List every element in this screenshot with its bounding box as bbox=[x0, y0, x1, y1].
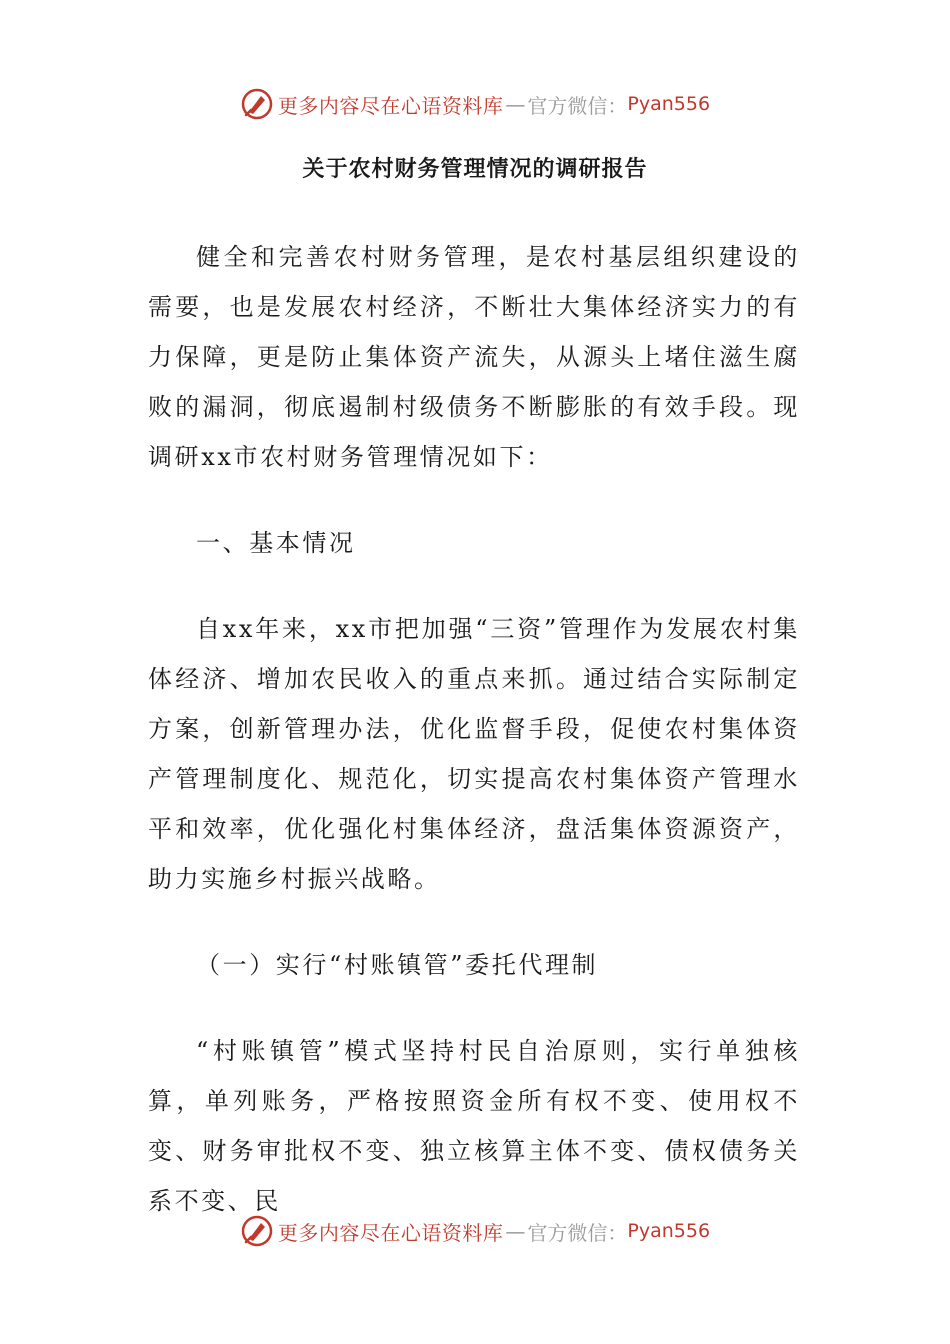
banner-wechat-label: 官方微信： bbox=[527, 1220, 628, 1245]
document-body bbox=[148, 232, 800, 1226]
banner-separator: — bbox=[505, 92, 526, 116]
section-heading-basic: 一、基本情况 bbox=[196, 529, 356, 557]
banner-separator: — bbox=[505, 1219, 526, 1243]
banner-site-text: 更多内容尽在心语资料库 bbox=[277, 93, 504, 118]
pen-nib-logo-icon bbox=[240, 87, 274, 121]
pen-nib-logo-icon bbox=[240, 1214, 274, 1248]
section-paragraph-basic: 自xx年来，xx市把加强“三资”管理作为发展农村集体经济、增加农民收入的重点来抓。通过结合实际制定方案，创新管理办法，优化监督手段，促使农村集体资产管理制度化、规范化，切实提高农村集体资产管理水平和效率，优化强化村集体经济，盘活集体资源资产，助力实施乡村振兴战略。 bbox=[148, 615, 800, 893]
banner-wechat-id: Pyan556 bbox=[627, 1220, 711, 1242]
subsection-heading-village-accounts: （一）实行“村账镇管”委托代理制 bbox=[196, 951, 599, 979]
banner-wechat-label: 官方微信： bbox=[527, 93, 628, 118]
document-title: 关于农村财务管理情况的调研报告 bbox=[302, 156, 648, 182]
banner-site-text: 更多内容尽在心语资料库 bbox=[277, 1220, 504, 1245]
intro-paragraph: 健全和完善农村财务管理，是农村基层组织建设的需要，也是发展农村经济，不断壮大集体经济实力的有力保障，更是防止集体资产流失，从源头上堵住滋生腐败的漏洞，彻底遏制村级债务不断膨胀的有效手段。现调研xx市农村财务管理情况如下： bbox=[148, 243, 800, 471]
banner-wechat-id: Pyan556 bbox=[627, 93, 711, 115]
subsection-paragraph-village-accounts: “村账镇管”模式坚持村民自治原则，实行单独核算，单列账务，严格按照资金所有权不变、使用权不变、财务审批权不变、独立核算主体不变、债权债务关系不变、民 bbox=[148, 1037, 800, 1215]
bottom-banner bbox=[0, 1211, 950, 1251]
top-banner bbox=[0, 84, 950, 124]
